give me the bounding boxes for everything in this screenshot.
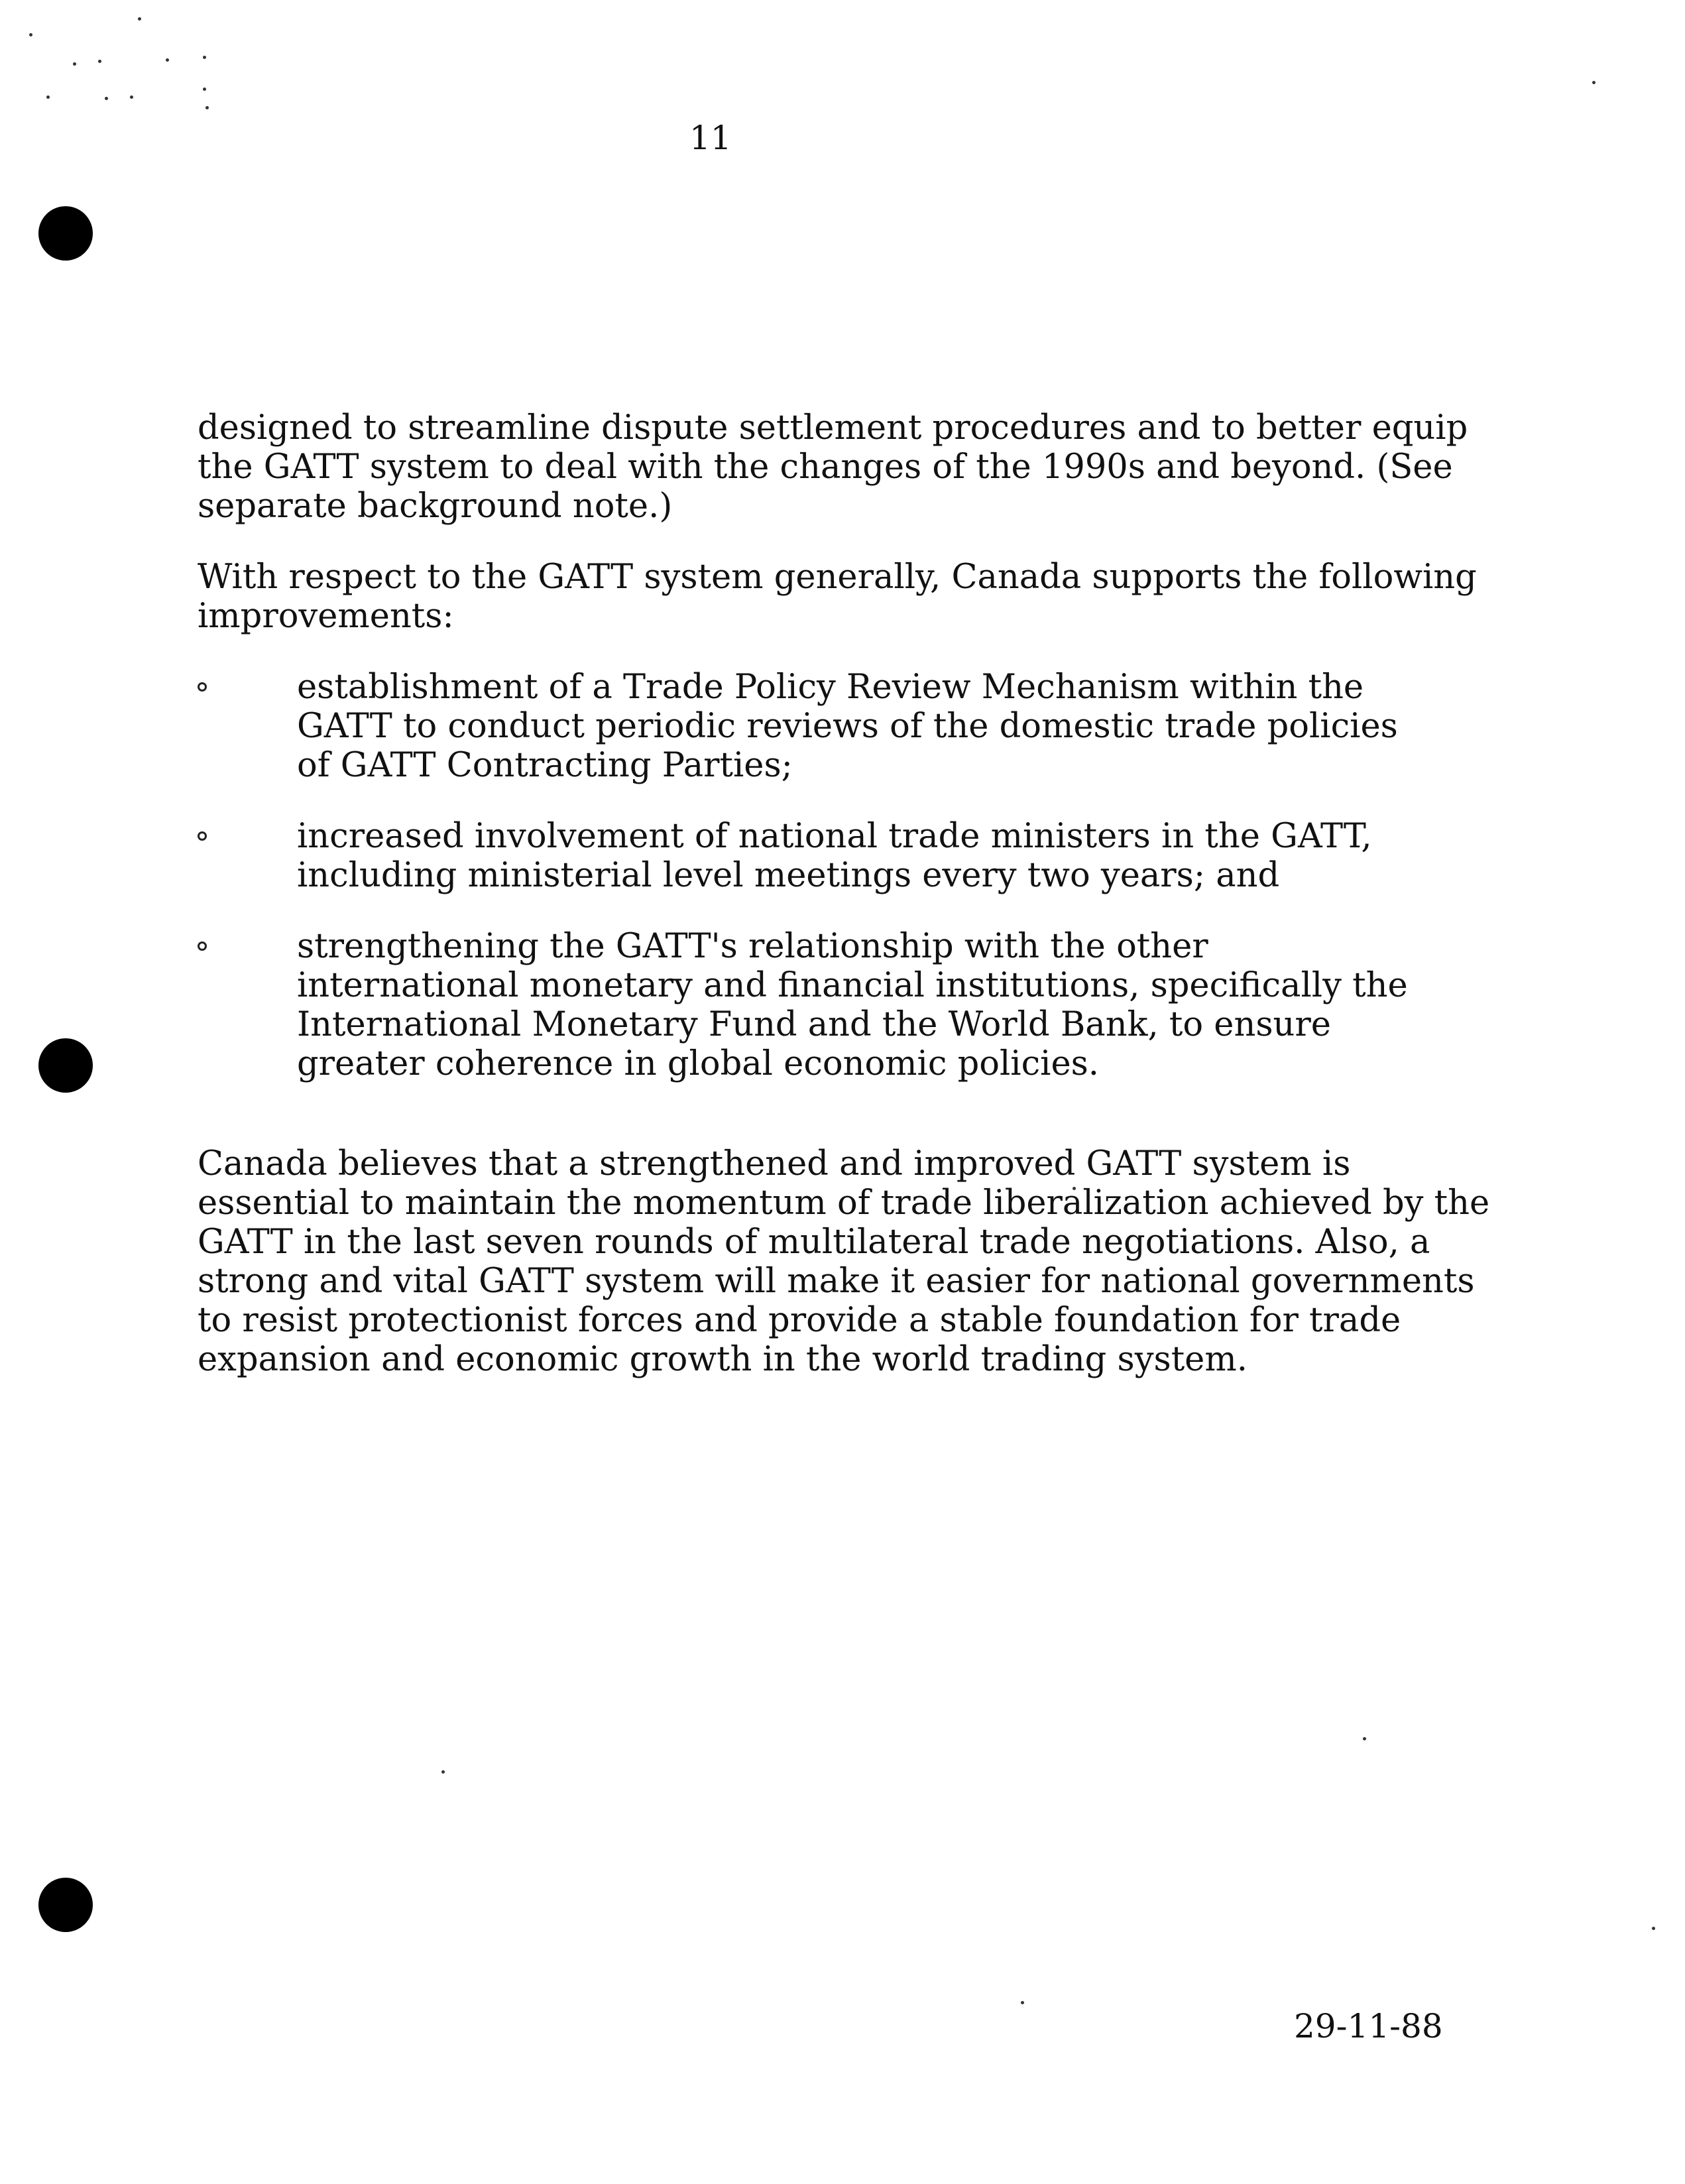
scan-speck bbox=[46, 95, 50, 99]
document-body bbox=[198, 408, 1497, 1411]
scan-speck bbox=[130, 95, 133, 99]
punch-hole-top bbox=[38, 206, 93, 261]
scan-speck bbox=[1021, 2001, 1024, 2004]
bullet-circle-icon bbox=[198, 682, 207, 692]
scan-speck bbox=[166, 58, 169, 62]
date-stamp: 29-11-88 bbox=[1294, 2007, 1443, 2045]
scan-speck bbox=[73, 62, 76, 66]
bullet-circle-icon bbox=[198, 831, 207, 841]
scan-speck bbox=[203, 56, 206, 59]
bullet-circle-icon bbox=[198, 941, 207, 951]
punch-hole-bottom bbox=[38, 1878, 93, 1932]
punch-hole-middle bbox=[38, 1038, 93, 1093]
scan-speck bbox=[98, 60, 101, 63]
list-item-text: increased involvement of national trade ministers in the GATT, including ministerial level meetings every two years; and bbox=[297, 817, 1372, 895]
lead-in-paragraph: With respect to the GATT system generally, Canada supports the following improvements: bbox=[198, 558, 1477, 636]
scan-speck bbox=[203, 88, 206, 91]
conclusion-paragraph: Canada believes that a strengthened and improved GATT system is essential to maintain the momentum of trade liberalization achieved by the GATT in the last seven rounds of multilateral trade negotiations. Also, a strong and vital GATT system will make it easier for national governments to resist protectionist forces and provide a stable foundation for trade expansion and economic growth in the world trading system. bbox=[198, 1144, 1490, 1379]
improvements-list bbox=[198, 668, 1497, 1083]
scan-speck bbox=[29, 33, 32, 36]
scan-speck bbox=[105, 97, 108, 100]
scan-speck bbox=[205, 106, 209, 109]
list-item-text: strengthening the GATT's relationship with the other international monetary and financial institutions, specifically the International Monetary Fund and the World Bank, to ensure greater coherence in global economic policies. bbox=[297, 927, 1408, 1083]
scan-speck bbox=[441, 1770, 445, 1774]
scan-speck bbox=[1592, 81, 1596, 84]
list-item-text: establishment of a Trade Policy Review Mechanism within the GATT to conduct periodic reviews of the domestic trade policies of GATT Contracting Parties; bbox=[297, 668, 1398, 785]
scan-speck bbox=[138, 17, 141, 21]
list-item bbox=[198, 668, 1424, 785]
intro-paragraph: designed to streamline dispute settlement procedures and to better equip the GATT system to deal with the changes of the 1990s and beyond. (See separate background note.) bbox=[198, 408, 1468, 526]
list-item bbox=[198, 817, 1424, 895]
scan-speck bbox=[1652, 1927, 1655, 1930]
page-number: 11 bbox=[689, 119, 732, 157]
scan-speck bbox=[1363, 1737, 1366, 1740]
list-item bbox=[198, 927, 1424, 1083]
